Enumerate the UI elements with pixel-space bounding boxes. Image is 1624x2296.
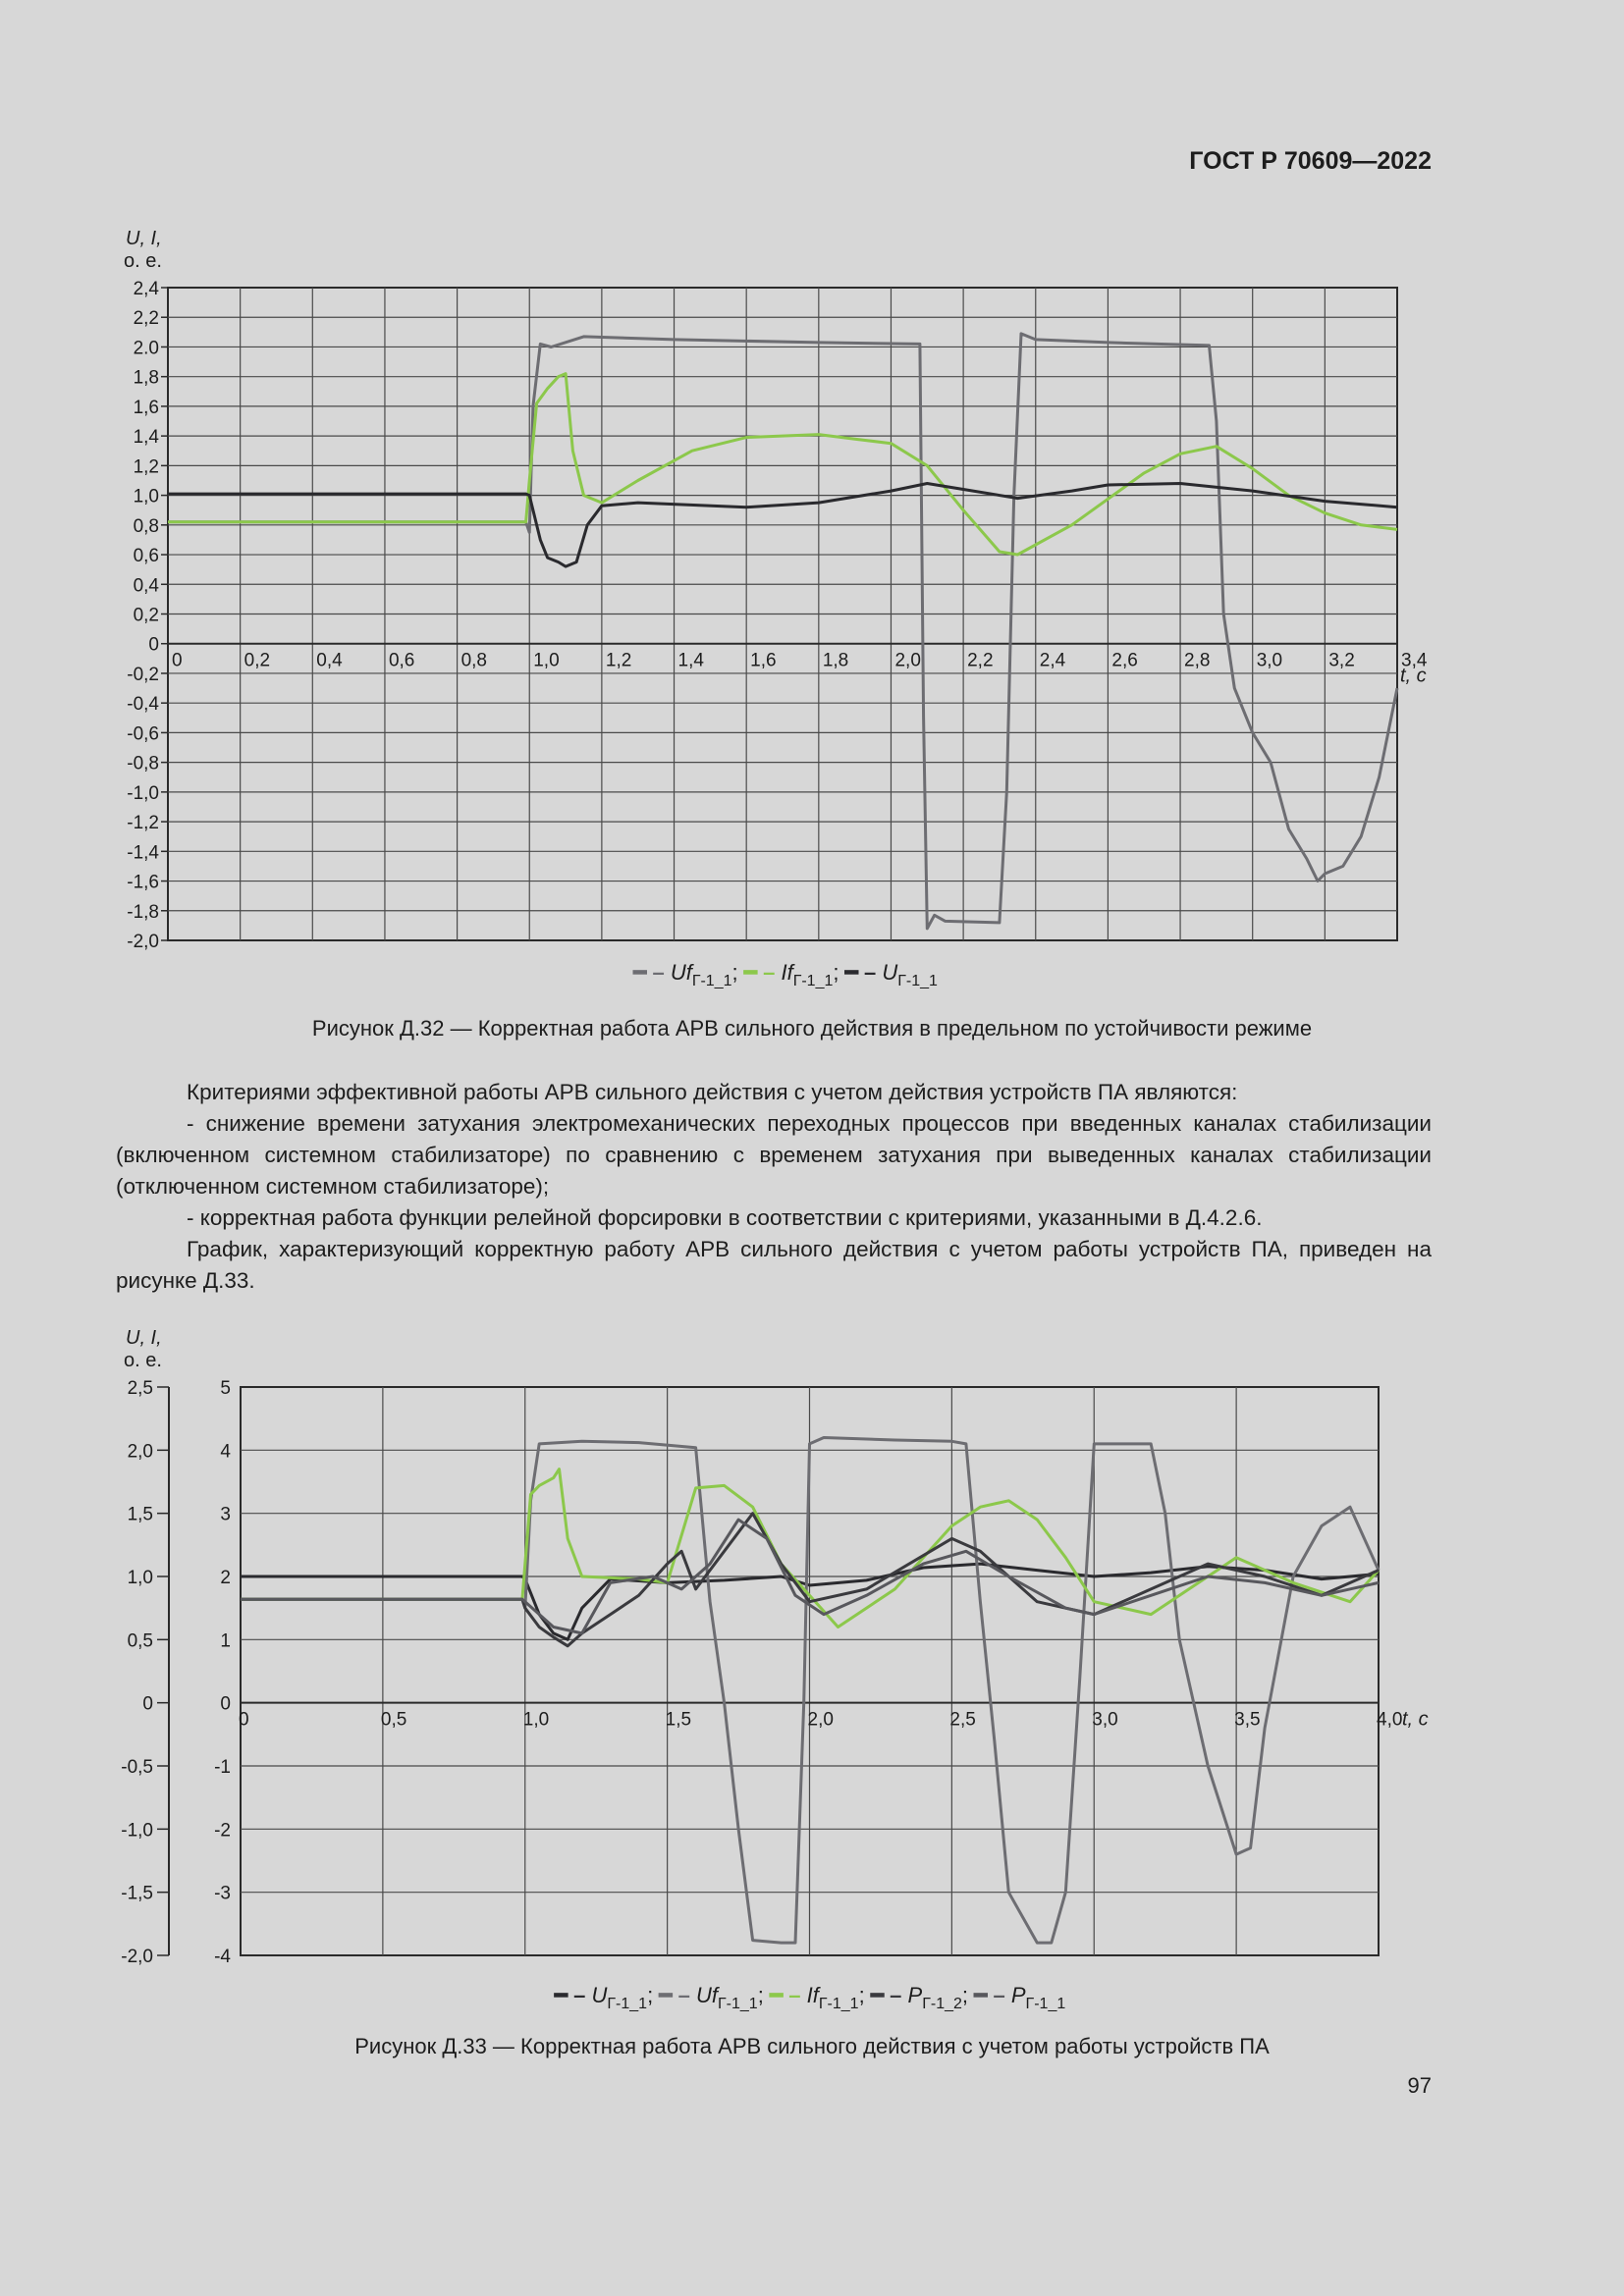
y-tick-label: -0,5 — [121, 1757, 153, 1778]
legend-swatch: ━ – — [763, 1983, 807, 2007]
y-tick-label: -1,4 — [127, 842, 159, 864]
x-tick-label: 2,0 — [894, 650, 921, 671]
y-tick-label: 1,4 — [133, 427, 159, 449]
legend-subscript: Г-1_1 — [818, 1996, 859, 2012]
legend-subscript: Г-1_1 — [792, 973, 834, 989]
y-tick-label: 1,0 — [127, 1568, 153, 1588]
y2-tick-label: 0 — [220, 1693, 231, 1715]
y-tick-label: 0,5 — [127, 1630, 153, 1652]
legend-swatch: ━ – — [653, 1983, 697, 2007]
legend-label: U — [591, 1983, 608, 2007]
x-tick-label: 1,8 — [822, 650, 849, 671]
legend-text — [554, 1983, 1066, 2012]
y-tick-label: 2,2 — [133, 308, 159, 330]
x-tick-label: 1,5 — [665, 1709, 692, 1731]
body-text — [116, 1077, 1432, 1297]
paragraph: - снижение времени затухания электромеханических переходных процессов при введенных каналах стабилизации (включенном системном стабилизаторе) по сравнению с временем затухания при выведенных каналах стабилизации (отключенном системном стабилизаторе); — [116, 1111, 1432, 1199]
y-tick-label: 0 — [142, 1693, 153, 1715]
legend-separator: ; — [647, 1983, 654, 2007]
legend-label: U — [882, 960, 898, 985]
y-tick-label: 2,5 — [127, 1378, 153, 1399]
y-tick-label: 1,5 — [127, 1504, 153, 1525]
y2-tick-label: 4 — [220, 1441, 231, 1463]
y-tick-label: 1,0 — [133, 486, 159, 507]
x-tick-label: 1,4 — [677, 650, 704, 671]
legend-separator: ; — [731, 960, 738, 985]
y-tick-label: 2.0 — [133, 338, 159, 359]
figure-33-caption: Рисунок Д.33 — Корректная работа АРВ сильного действия с учетом работы устройств ПА — [354, 2034, 1270, 2058]
legend-separator: ; — [961, 1983, 969, 2007]
x-tick-label: 0 — [239, 1709, 249, 1731]
legend-subscript: Г-1_1 — [1025, 1996, 1066, 2012]
x-tick-label: 0,8 — [460, 650, 488, 671]
x-tick-label: 1,0 — [533, 650, 560, 671]
legend-swatch: ━ – — [737, 960, 782, 985]
y2-tick-label: 2 — [220, 1568, 231, 1588]
y-tick-label: 1,6 — [133, 397, 159, 418]
y-tick-label: 2,0 — [127, 1441, 153, 1463]
x-tick-label: 1,2 — [605, 650, 632, 671]
legend-label: If — [781, 960, 793, 985]
x-tick-label: 2,5 — [949, 1709, 976, 1731]
x-tick-label: 3,4 — [1401, 650, 1428, 671]
y-tick-label: -0,6 — [127, 723, 159, 745]
x-tick-label: 0,6 — [388, 650, 415, 671]
legend-swatch: ━ – — [554, 1983, 592, 2007]
y-tick-label: -0,2 — [127, 664, 159, 685]
legend-label: P — [1010, 1983, 1026, 2007]
x-tick-label: 0,5 — [380, 1709, 407, 1731]
legend-swatch: ━ – — [968, 1983, 1011, 2007]
y2-tick-label: -4 — [214, 1947, 231, 1967]
y-tick-label: -0,4 — [127, 694, 159, 716]
y-tick-label: -1,2 — [127, 813, 159, 834]
legend-subscript: Г-1_1 — [718, 1996, 758, 2012]
y-tick-label: -1,5 — [121, 1883, 153, 1904]
y-tick-label: 0,6 — [133, 546, 159, 567]
paragraph: График, характеризующий корректную работу АРВ сильного действия с учетом работы устройств ПА, приведен на рисунке Д.33. — [116, 1237, 1432, 1293]
y-tick-label: -2,0 — [121, 1947, 153, 1967]
legend — [632, 960, 938, 989]
y-axis-unit: о. е. — [124, 250, 162, 272]
y2-tick-label: -1 — [214, 1757, 231, 1778]
y2-tick-label: 1 — [220, 1630, 231, 1652]
y-tick-label: -2,0 — [127, 932, 159, 952]
y-tick-label: -1,0 — [121, 1820, 153, 1842]
y-tick-label: 0,4 — [133, 575, 159, 597]
legend-subscript: Г-1_1 — [607, 1996, 648, 2012]
legend-swatch: ━ – — [633, 960, 671, 985]
y2-tick-label: -3 — [214, 1883, 231, 1904]
paragraph: Критериями эффективной работы АРВ сильного действия с учетом действия устройств ПА являются: — [187, 1080, 1238, 1104]
y-tick-label: 1,2 — [133, 456, 159, 478]
legend-label: If — [806, 1983, 819, 2007]
legend-subscript: Г-1_2 — [922, 1996, 962, 2012]
x-tick-label: 3,0 — [1092, 1709, 1118, 1731]
standard-header: ГОСТ Р 70609—2022 — [1189, 147, 1432, 175]
legend-text — [632, 960, 938, 989]
legend-subscript: Г-1_1 — [691, 973, 732, 989]
page-number: 97 — [1407, 2073, 1432, 2098]
x-axis-label: t, с — [1402, 1708, 1429, 1731]
x-tick-label: 2,6 — [1111, 650, 1138, 671]
paragraph: - корректная работа функции релейной форсировки в соответствии с критериями, указанными в Д.4.2.6. — [187, 1205, 1263, 1230]
figure-32-caption: Рисунок Д.32 — Корректная работа АРВ сильного действия в предельном по устойчивости режиме — [311, 1016, 1313, 1041]
y-axis-label: U, I, — [126, 1327, 162, 1349]
x-tick-label: 4,0 — [1377, 1709, 1403, 1731]
legend-label: Uf — [696, 1983, 719, 2007]
x-tick-label: 3,5 — [1234, 1709, 1261, 1731]
x-tick-label: 2,2 — [967, 650, 994, 671]
legend-swatch: ━ – — [839, 960, 883, 985]
x-tick-label: 0 — [172, 650, 183, 671]
legend-label: P — [907, 1983, 923, 2007]
y2-tick-label: -2 — [214, 1820, 231, 1842]
y-axis-label: U, I, — [126, 228, 162, 249]
x-tick-label: 2,4 — [1039, 650, 1066, 671]
x-tick-label: 3,2 — [1328, 650, 1355, 671]
legend-separator: ; — [757, 1983, 764, 2007]
y2-tick-label: 3 — [220, 1504, 231, 1525]
y-tick-label: 2,4 — [133, 279, 159, 299]
series-line — [168, 374, 1397, 555]
y-tick-label: -1,8 — [127, 901, 159, 923]
y-tick-label: -0,8 — [127, 753, 159, 774]
x-tick-label: 1,0 — [522, 1709, 550, 1731]
y2-tick-label: 5 — [220, 1378, 231, 1399]
y-tick-label: 0 — [148, 634, 159, 656]
y-tick-label: -1,6 — [127, 872, 159, 893]
y-tick-label: -1,0 — [127, 782, 159, 804]
y-tick-label: 1,8 — [133, 367, 159, 389]
legend-separator: ; — [858, 1983, 865, 2007]
x-tick-label: 0,4 — [316, 650, 343, 671]
x-tick-label: 3,0 — [1256, 650, 1283, 671]
figure-33-chart — [0, 1315, 1624, 2022]
figure-32-chart — [0, 216, 1624, 1001]
x-tick-label: 2,8 — [1184, 650, 1211, 671]
x-tick-label: 2,0 — [807, 1709, 834, 1731]
legend-swatch: ━ – — [864, 1983, 908, 2007]
y-axis-unit: о. е. — [124, 1350, 162, 1371]
x-axis-label: t, с — [1400, 665, 1427, 687]
legend-label: Uf — [670, 960, 692, 985]
legend — [554, 1983, 1066, 2012]
y-tick-label: 0,2 — [133, 605, 159, 626]
x-tick-label: 0,2 — [244, 650, 271, 671]
legend-separator: ; — [833, 960, 839, 985]
series-line — [168, 334, 1397, 929]
x-tick-label: 1,6 — [750, 650, 777, 671]
legend-subscript: Г-1_1 — [897, 973, 938, 989]
y-tick-label: 0,8 — [133, 515, 159, 537]
